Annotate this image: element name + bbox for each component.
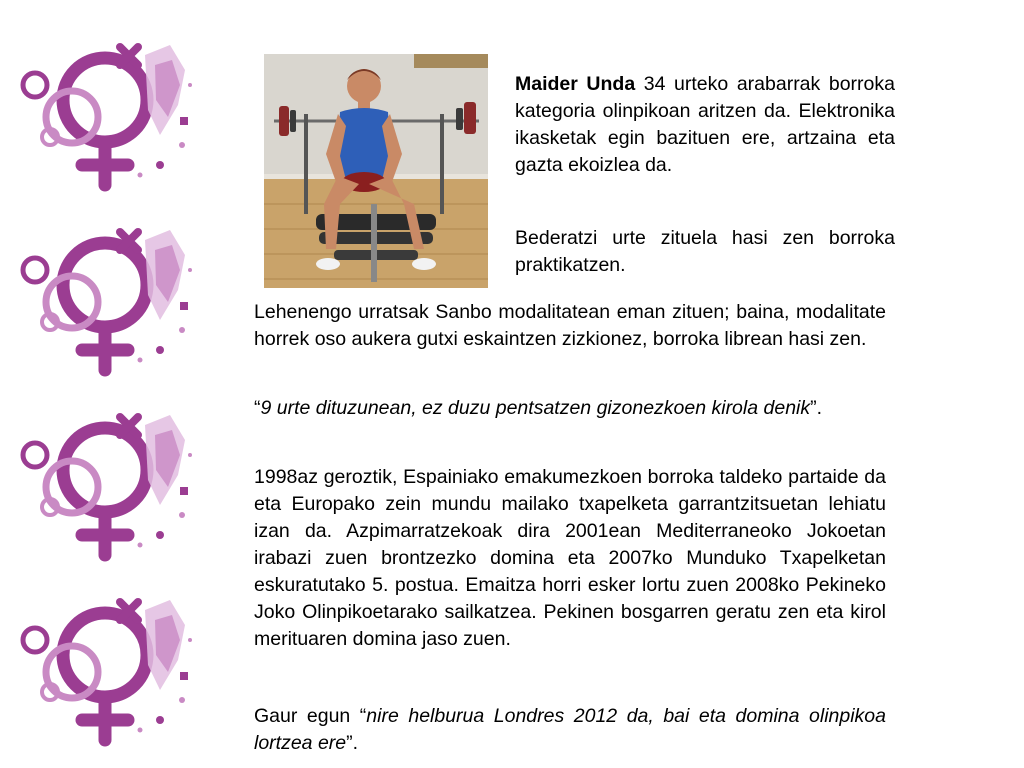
sanbo-paragraph: Lehenengo urratsak Sanbo modalitatean eman zituen; baina, modalitate horrek oso aukera gutxi eskaintzen zizkionez, borroka librean hasi zen. xyxy=(254,301,886,350)
quote2-close: ”. xyxy=(346,732,359,754)
career-paragraph: 1998az geroztik, Espainiako emakumezkoen borroka taldeko partaide da eta Europako zein mundu mailako txapelketa garrantzitsuetan lehiatu izan da. Azpimarratzekoak dira 2001ean Mediterraneoko Jokoetan irabazi zuen brontzezko domina eta 2007ko Munduko Txapelketan eskuratutako 5. postua. Emaitza horri esker lortu zuen 2008ko Pekineko Joko Olinpikoetarako sailkatzea. Pekinen bosgarren geratu zen eta kirol merituaren domina jaso zuen. xyxy=(254,466,886,650)
intro-paragraph xyxy=(515,71,895,179)
athlete-name: Maider Unda xyxy=(515,73,636,95)
intro-text: 34 urteko arabarrak borroka kategoria olinpikoan aritzen da. Elektronika ikasketak egin bazituen ere, artzaina eta gazta ekoizlea da. xyxy=(515,73,895,176)
female-symbol-decoration-icon xyxy=(10,395,210,570)
quote1-close: ”. xyxy=(810,397,823,419)
quote-paragraph-1 xyxy=(254,395,886,422)
female-symbol-decoration-icon xyxy=(10,210,210,385)
quote-paragraph-2 xyxy=(254,703,886,757)
start-paragraph: Bederatzi urte zituela hasi zen borroka praktikatzen. xyxy=(515,227,895,276)
quote2-text: nire helburua Londres 2012 da, bai eta domina olinpikoa lortzea ere xyxy=(254,705,886,754)
quote2-lead: Gaur egun “ xyxy=(254,705,367,727)
quote1-text: 9 urte dituzunean, ez duzu pentsatzen gizonezkoen kirola denik xyxy=(260,397,811,419)
quote1-open: “ xyxy=(254,397,261,419)
female-symbol-decoration-icon xyxy=(10,25,210,200)
female-symbol-decoration-icon xyxy=(10,580,210,755)
athlete-photo xyxy=(264,54,488,288)
